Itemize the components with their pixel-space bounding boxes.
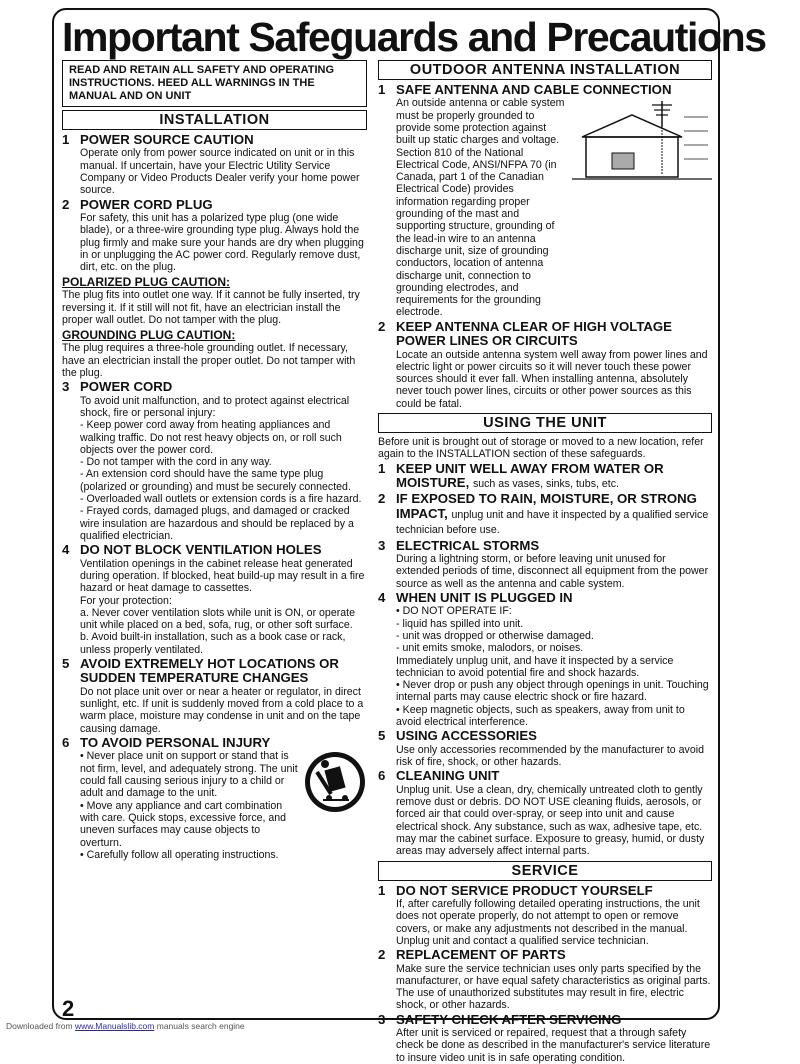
item-heading: KEEP UNIT WELL AWAY FROM WATER OR MOISTURE,	[396, 460, 664, 491]
item-text: unplug unit and have it inspected by a qualified service technician before use.	[396, 508, 709, 537]
item-personal-injury	[62, 736, 367, 750]
item-number: 2	[378, 318, 386, 334]
item-heading: POWER CORD	[80, 379, 173, 395]
installation-heading: INSTALLATION	[62, 110, 367, 130]
plugged-in-list	[396, 605, 712, 654]
list-item: - Keep power cord away from heating appliances and walking traffic. Do not rest heavy objects on, or roll such objects over the power cord.	[80, 419, 342, 456]
item-text: Do not place unit over or near a heater or regulator, in direct sunlight, etc. If unit is suddenly moved from a cold place to a warm place, moisture may condense in unit and on the tape causing damage.	[80, 685, 364, 735]
antenna-grounding-diagram-icon	[572, 97, 712, 187]
list-item: - An extension cord should have the same type plug (polarized or grounding) and must be securely connected.	[80, 468, 351, 493]
item-text: For safety, this unit has a polarized type plug (one wide blade), or a three-wire grounding type plug. Always hold the plug firmly and make sure your hands are dry when plugging in or unplugging the AC power cord. Regularly remove dust, dirt, etc. on the plug.	[80, 212, 364, 274]
item-number: 1	[378, 82, 386, 97]
item-heading: KEEP ANTENNA CLEAR OF HIGH VOLTAGE POWER LINES OR CIRCUITS	[396, 318, 672, 349]
item-power-cord	[62, 380, 367, 394]
polarized-plug-text: The plug fits into outlet one way. If it cannot be fully inserted, try reversing it. If it still will not fit, have an electrician install the proper wall outlet. Do not tamper with the plug.	[62, 289, 360, 327]
item-number: 1	[62, 132, 70, 147]
list-item: • Carefully follow all operating instructions.	[80, 848, 279, 861]
item-accessories	[378, 729, 712, 743]
item-heading: CLEANING UNIT	[396, 768, 500, 784]
list-item: - Overloaded wall outlets or extension cords is a fire hazard.	[80, 493, 362, 506]
item-heading: DO NOT BLOCK VENTILATION HOLES	[80, 542, 322, 558]
item-number: 1	[378, 460, 386, 476]
polarized-plug-heading: POLARIZED PLUG CAUTION:	[62, 275, 230, 290]
plugged-in-list-2	[396, 679, 712, 728]
list-item: - Do not tamper with the cord in any way.	[80, 456, 272, 469]
item-heading: WHEN UNIT IS PLUGGED IN	[396, 589, 573, 605]
grounding-plug-text: The plug requires a three-hole grounding outlet. If necessary, have an electrician install the proper outlet. Do not tamper with the plug.	[62, 342, 356, 379]
list-item: a. Never cover ventilation slots while unit is ON, or operate unit while placed on a bed, sofa, rug, or other soft surface.	[80, 606, 355, 632]
item-number: 3	[378, 1011, 386, 1027]
item-heading: SAFE ANTENNA AND CABLE CONNECTION	[396, 82, 672, 97]
item-antenna-clear	[378, 320, 712, 349]
item-text: To avoid unit malfunction, and to protect against electrical shock, fire or personal injury:	[80, 394, 350, 419]
service-heading: SERVICE	[378, 861, 712, 881]
list-item: - unit emits smoke, malodors, or noises.	[396, 642, 584, 655]
item-text: such as vases, sinks, tubs, etc.	[472, 478, 619, 491]
item-text: Make sure the service technician uses only parts specified by the manufacturer, or have equal safety characteristics as original parts. The use of unauthorized substitutes may result in fire, electric shock, or other hazards.	[396, 962, 711, 1012]
footer-prefix: Downloaded from	[6, 1021, 73, 1031]
item-heading: USING ACCESSORIES	[396, 728, 537, 744]
list-item: - Frayed cords, damaged plugs, and damaged or cracked wire insulation are hazardous and should be replaced by a qualified electrician.	[80, 505, 354, 542]
list-item: - unit was dropped or otherwise damaged.	[396, 629, 594, 642]
footer-link[interactable]: www.Manualslib.com	[75, 1021, 155, 1031]
item-number: 2	[378, 491, 386, 507]
using-unit-heading: USING THE UNIT	[378, 413, 712, 433]
item-heading: IF EXPOSED TO RAIN, MOISTURE, OR STRONG IMPACT,	[396, 491, 697, 521]
item-power-source	[62, 133, 367, 147]
item-heading: POWER SOURCE CAUTION	[80, 132, 254, 147]
item-text: After unit is serviced or repaired, request that a through safety check be done as described in the manufacturer's service literature to insure video unit is in safe operating condition.	[396, 1027, 711, 1064]
item-number: 2	[378, 947, 386, 963]
list-item: • Never place unit on support or stand that is not firm, level, and adequately strong. The unit could fall causing serious injury to a child or adult and damage to the unit.	[80, 750, 298, 800]
item-number: 3	[378, 537, 386, 553]
item-text: During a lightning storm, or before leaving unit unused for extended periods of time, disconnect all equipment from the power source as well as the antenna and cable system.	[396, 553, 709, 590]
item-text: Operate only from power source indicated on unit or in this manual. If uncertain, have your Electric Utility Service Company or Video Products Dealer verify your home power source.	[80, 147, 360, 197]
list-item: - liquid has spilled into unit.	[396, 617, 524, 630]
using-unit-intro: Before unit is brought out of storage or moved to a new location, refer again to the INSTALLATION section of these safeguards.	[378, 436, 704, 461]
item-replacement-parts	[378, 948, 712, 962]
item-text: Ventilation openings in the cabinet release heat generated during operation. If blocked, heat build-up may result in a fire hazard or heat damage to cassettes.	[80, 557, 365, 595]
injury-row	[62, 750, 367, 861]
item-heading: POWER CORD PLUG	[80, 196, 213, 212]
list-item: • DO NOT OPERATE IF:	[396, 605, 512, 618]
item-heading: AVOID EXTREMELY HOT LOCATIONS OR SUDDEN TEMPERATURE CHANGES	[80, 656, 339, 686]
cart-warning-icon	[303, 750, 367, 814]
item-cleaning	[378, 769, 712, 783]
page-title: Important Safeguards and Precautions	[62, 14, 766, 60]
footer-suffix: manuals search engine	[156, 1021, 245, 1031]
item-number: 4	[378, 589, 386, 605]
item-number: 6	[62, 735, 70, 751]
item-rain	[378, 492, 712, 537]
download-footer	[6, 1021, 245, 1031]
item-heading: TO AVOID PERSONAL INJURY	[80, 735, 271, 751]
item-text: Locate an outside antenna system well away from power lines and electric light or power circuits so it will never touch these power sources should it ever fall. When installing antenna, absolutely never touch power lines, circuits or other power sources as this could be fatal.	[396, 348, 708, 410]
item-text: For your protection:	[80, 594, 172, 607]
power-cord-list	[80, 419, 367, 542]
item-storms	[378, 539, 712, 553]
item-number: 6	[378, 768, 386, 784]
item-number: 3	[62, 379, 70, 395]
item-ventilation	[62, 543, 367, 557]
item-heading: REPLACEMENT OF PARTS	[396, 947, 566, 963]
item-antenna-connection	[378, 83, 712, 97]
item-safety-check	[378, 1013, 712, 1027]
item-number: 4	[62, 542, 70, 558]
item-water	[378, 462, 712, 492]
item-text: An outside antenna or cable system must be properly grounded to provide some protection against built up static charges and voltage. Section 810 of the National Electrical Code, ANSI/NFPA 70 (in Canada, part 1 of the Canadian Electrical Code) provides information regarding proper grounding of the mast and supporting structure, grounding of the lead-in wire to an antenna discharge unit, size of grounding conductors, location of antenna discharge unit, connection to grounding electrodes, and requirements for the grounding electrode.	[396, 97, 565, 319]
list-item: • Move any appliance and cart combination with care. Quick stops, excessive force, and uneven surfaces may cause objects to overturn.	[80, 799, 287, 849]
list-item: • Keep magnetic objects, such as speakers, away from unit to avoid electrical interference.	[396, 703, 685, 729]
item-hot-locations	[62, 657, 367, 686]
ventilation-list	[80, 607, 367, 656]
right-column	[378, 60, 712, 1064]
item-number: 1	[378, 882, 386, 898]
item-heading: ELECTRICAL STORMS	[396, 537, 540, 553]
item-text: If, after carefully following detailed operating instructions, the unit does not operate properly, do not attempt to open or remove covers, or make any adjustments not described in the manual. Unplug unit and contact a qualified service technician.	[396, 897, 700, 947]
list-item: • Never drop or push any object through openings in unit. Touching internal parts may cause electric shock or fire hazard.	[396, 679, 709, 704]
item-number: 5	[62, 656, 70, 672]
item-power-cord-plug	[62, 198, 367, 212]
item-text: Immediately unplug unit, and have it inspected by a service technician to avoid potential fire and shock hazards.	[396, 654, 674, 679]
injury-list	[80, 750, 303, 861]
item-number: 5	[378, 728, 386, 744]
grounding-plug-heading: GROUNDING PLUG CAUTION:	[62, 328, 236, 343]
list-item: b. Avoid built-in installation, such as a book case or rack, unless properly ventilated.	[80, 631, 346, 656]
item-text: Use only accessories recommended by the manufacturer to avoid risk of fire, shock, or other hazards.	[396, 743, 704, 769]
intro-warning-box: READ AND RETAIN ALL SAFETY AND OPERATING INSTRUCTIONS. HEED ALL WARNINGS IN THE MANUAL AND ON UNIT	[62, 60, 367, 107]
page-number: 2	[62, 996, 75, 1021]
left-column	[62, 60, 367, 861]
outdoor-antenna-heading: OUTDOOR ANTENNA INSTALLATION	[378, 60, 712, 80]
item-text: Unplug unit. Use a clean, dry, chemically untreated cloth to gently remove dust or debris. DO NOT USE cleaning fluids, aerosols, or forced air that could over-spray, or seep into unit and cause electrical shock. Any substance, such as wax, adhesive tape, etc. may mar the cabinet surface. Exposure to greasy, humid, or dusty areas may adversely affect internal parts.	[396, 783, 705, 858]
item-heading: DO NOT SERVICE PRODUCT YOURSELF	[396, 882, 653, 898]
item-number: 2	[62, 196, 70, 212]
item-no-self-service	[378, 884, 712, 898]
item-plugged-in	[378, 591, 712, 605]
item-heading: SAFETY CHECK AFTER SERVICING	[396, 1011, 622, 1027]
antenna-row	[378, 97, 712, 318]
